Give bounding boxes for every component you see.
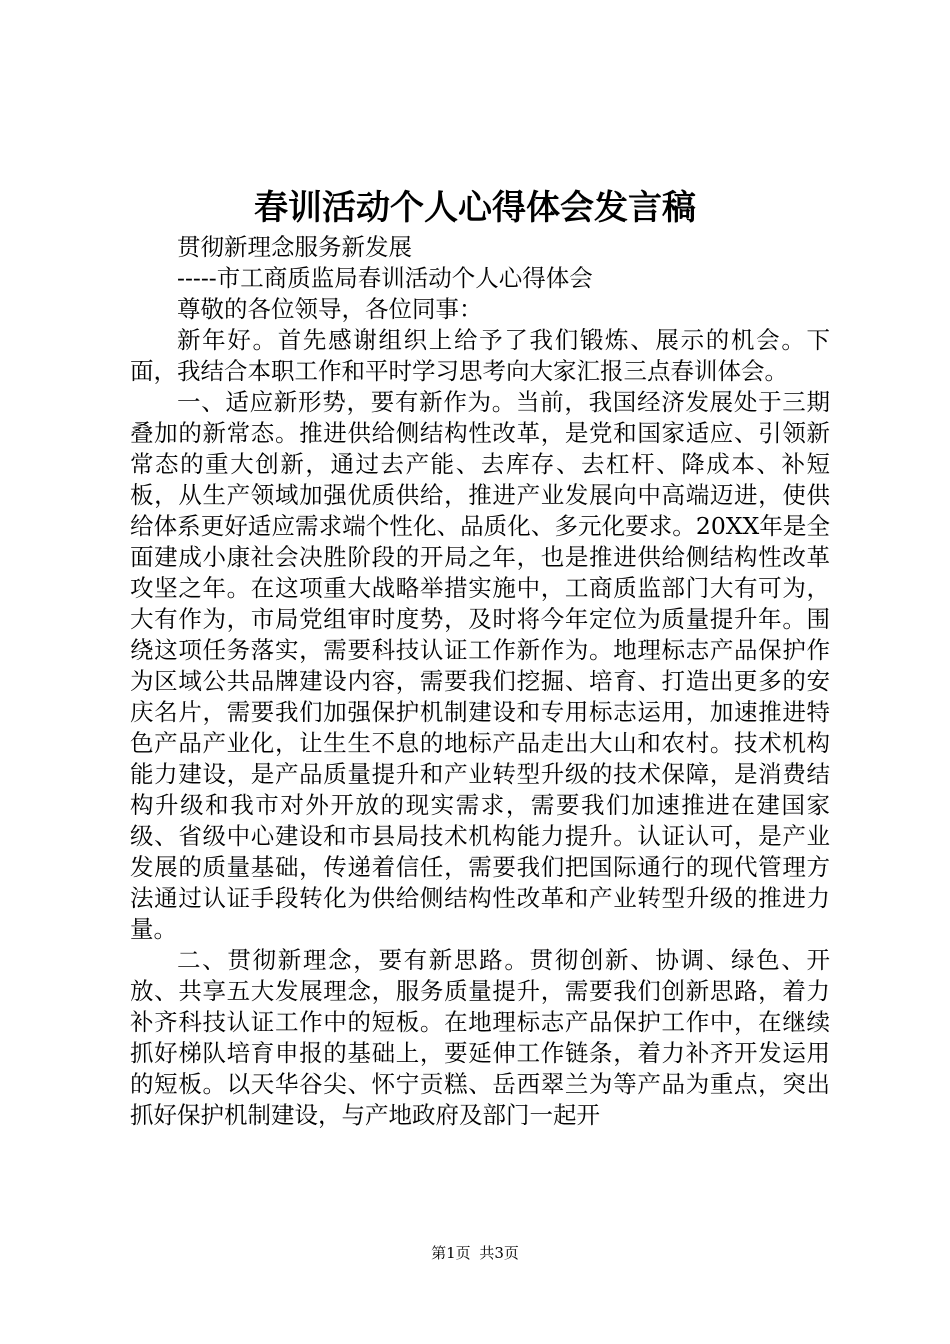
document-body [130,232,830,1131]
page-footer [0,1243,950,1263]
salutation: 尊敬的各位领导，各位同事： [177,295,483,323]
paragraph-section-one: 一、适应新形势，要有新作为。当前，我国经济发展处于三期叠加的新常态。推进供给侧结构性改革，是党和国家适应、引领新常态的重大创新，通过去产能、去库存、去杠杆、降成本、补短板，从生产领域加强优质供给，推进产业发展向中高端迈进，使供给体系更好适应需求端个性化、品质化、多元化要求。20XX年是全面建成小康社会决胜阶段的开局之年，也是推进供给侧结构性改革攻坚之年。在这项重大战略举措实施中，工商质监部门大有可为，大有作为，市局党组审时度势，及时将今年定位为质量提升年。围绕这项任务落实，需要科技认证工作新作为。地理标志产品保护作为区域公共品牌建设内容，需要我们挖掘、培育、打造出更多的安庆名片，需要我们加强保护机制建设和专用标志运用，加速推进特色产品产业化，让生生不息的地标产品走出大山和农村。技术机构能力建设，是产品质量提升和产业转型升级的技术保障，是消费结构升级和我市对外开放的现实需求，需要我们加速推进在建国家级、省级中心建设和市县局技术机构能力提升。认证认可，是产业发展的质量基础，传递着信任，需要我们把国际通行的现代管理方法通过认证手段转化为供给侧结构性改革和产业转型升级的推进力量。 [130,388,830,943]
page-total: 共3页 [479,1244,519,1262]
page-number: 第1页 [431,1244,471,1262]
byline: -----市工商质监局春训活动个人心得体会 [177,264,593,292]
paragraph-intro: 新年好。首先感谢组织上给予了我们锻炼、展示的机会。下面，我结合本职工作和平时学习思考向大家汇报三点春训体会。 [130,326,830,385]
paragraph-section-two: 二、贯彻新理念，要有新思路。贯彻创新、协调、绿色、开放、共享五大发展理念，服务质量提升，需要我们创新思路，着力补齐科技认证工作中的短板。在地理标志产品保护工作中，在继续抓好梯队培育申报的基础上，要延伸工作链条，着力补齐开发运用的短板。以天华谷尖、怀宁贡糕、岳西翠兰为等产品为重点，突出抓好保护机制建设，与产地政府及部门一起开 [130,946,830,1129]
subtitle-line: 贯彻新理念服务新发展 [177,233,412,261]
document-title: 春训活动个人心得体会发言稿 [254,188,696,228]
